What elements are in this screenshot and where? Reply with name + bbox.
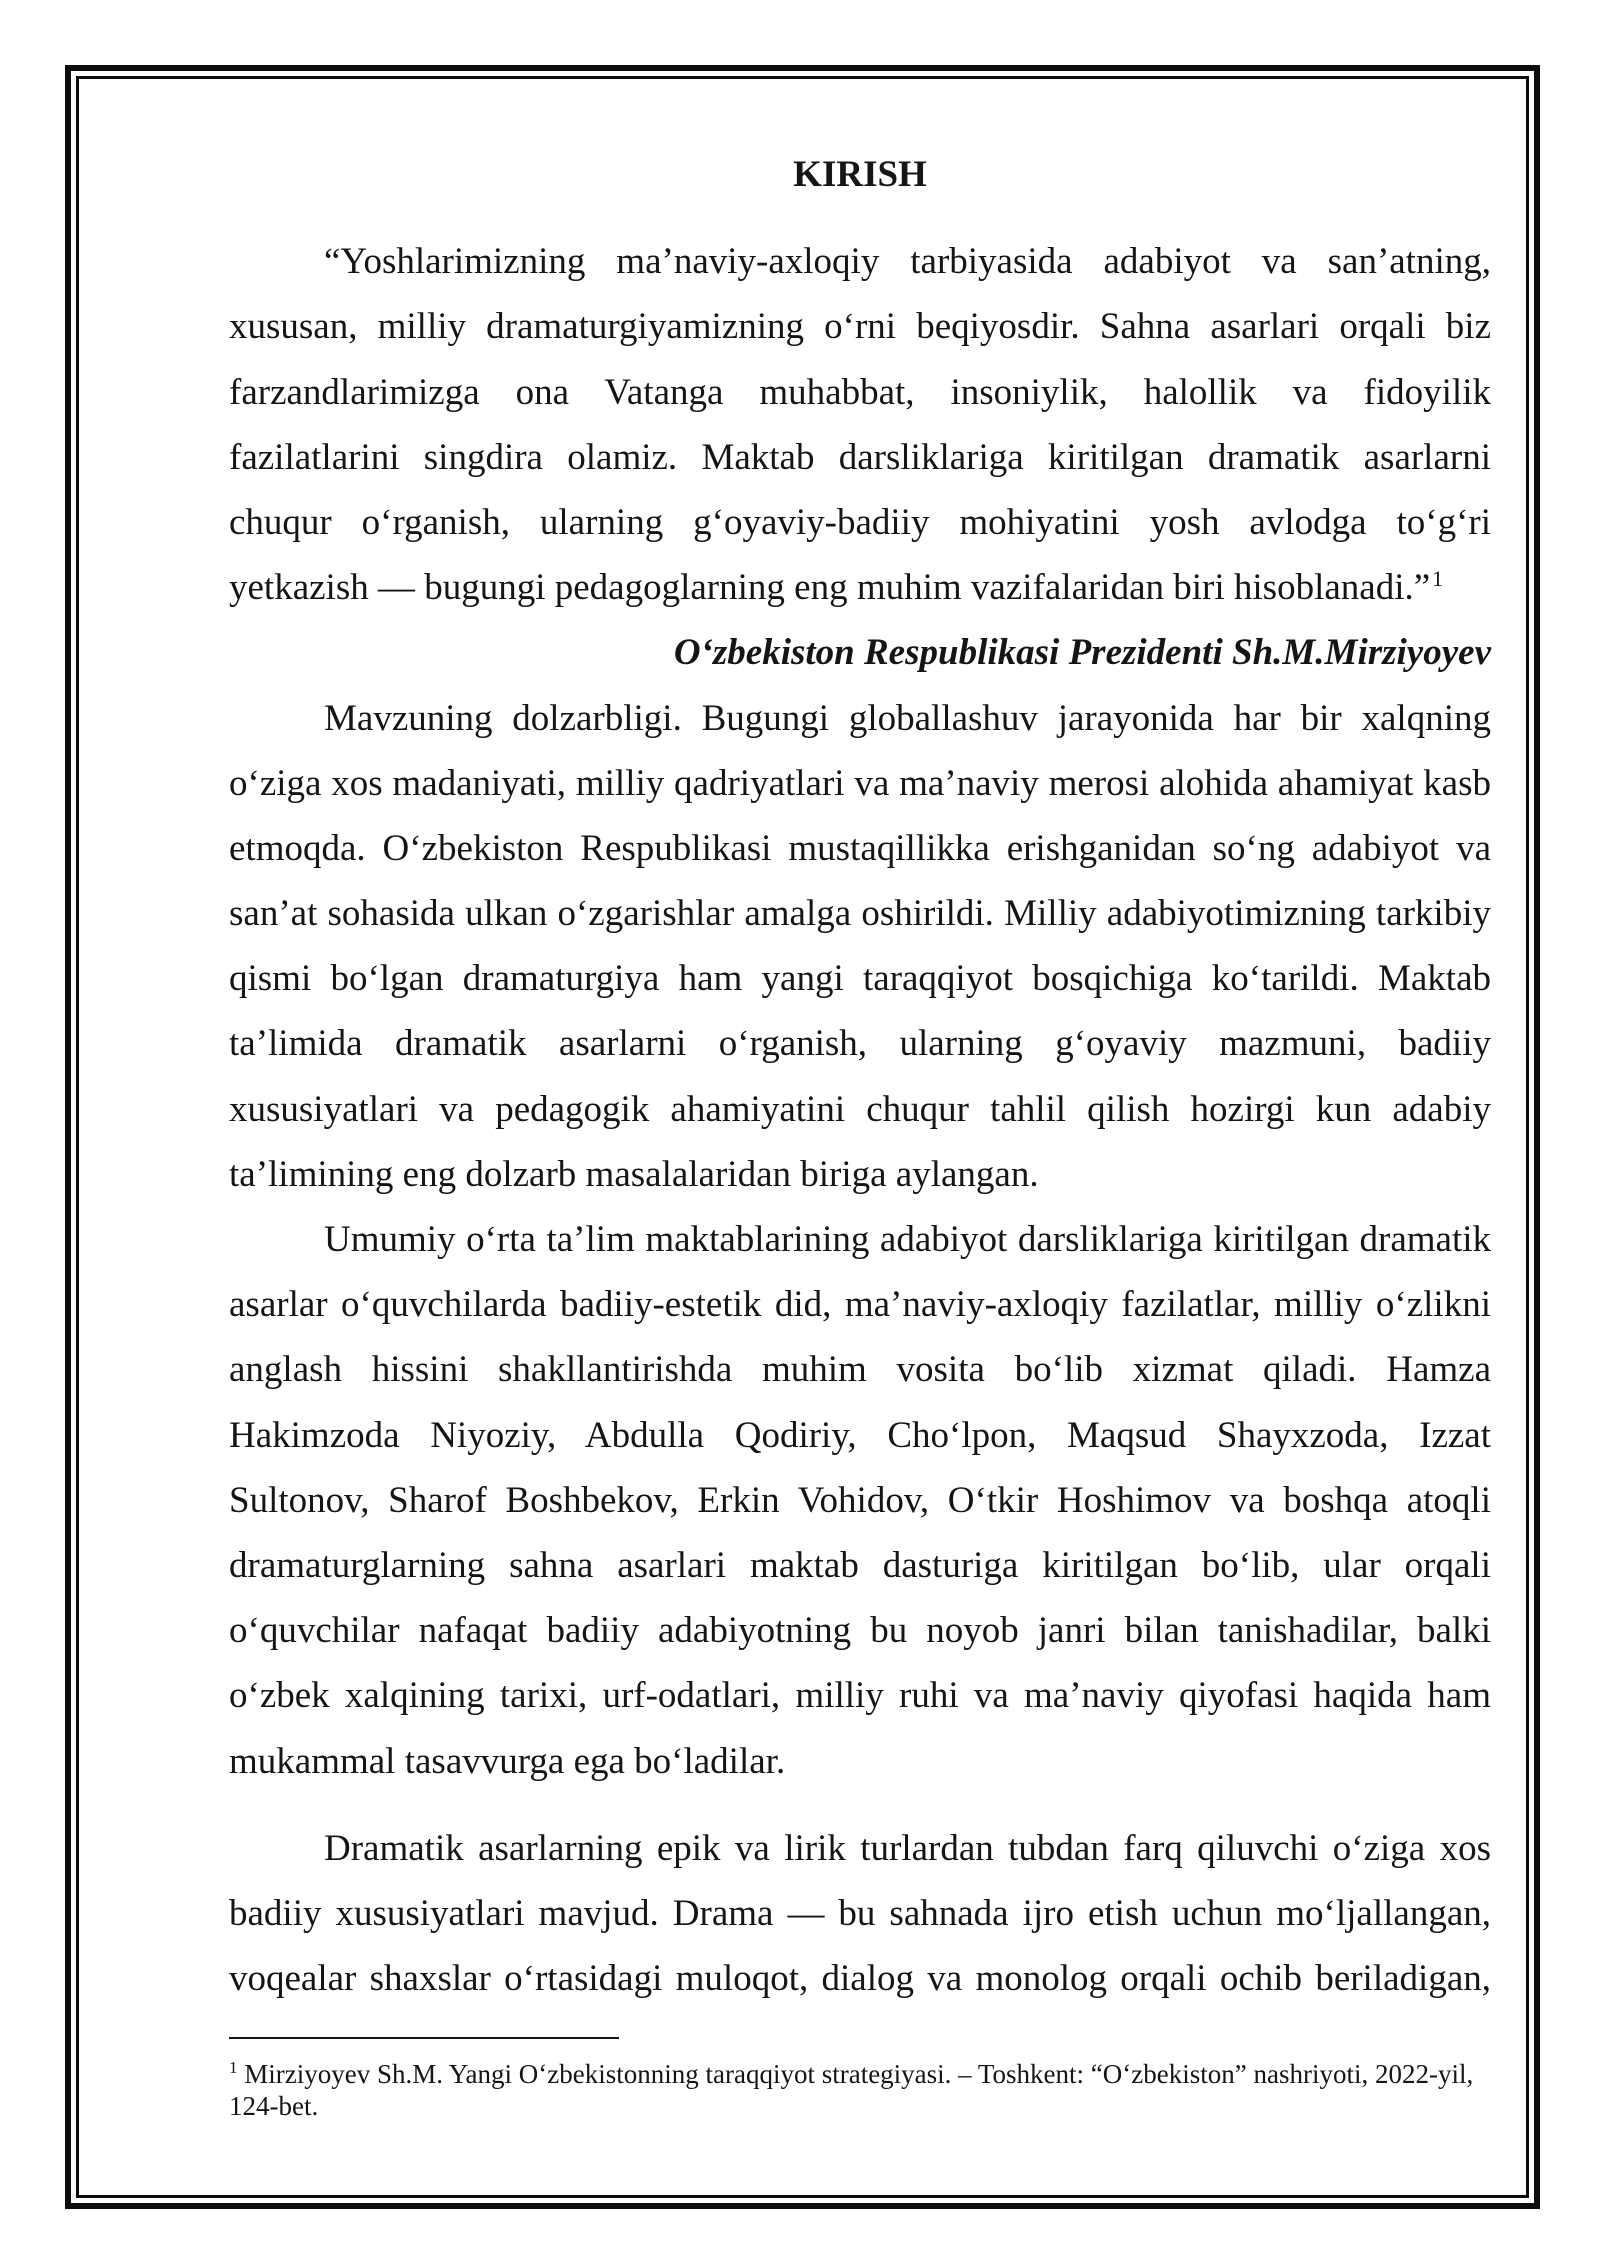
text-line: o‘quvchilar nafaqat badiiy adabiyotning bu noyob janri bilan tanishadilar, balki bbox=[229, 1610, 1491, 1652]
text-line: san’at sohasida ulkan o‘zgarishlar amalga oshirildi. Milliy adabiyotimizning tarkibiy bbox=[229, 893, 1491, 935]
text-line: Sultonov, Sharof Boshbekov, Erkin Vohidov, O‘tkir Hoshimov va boshqa atoqli bbox=[229, 1479, 1491, 1521]
footnote-line: 124-bet. bbox=[229, 2091, 319, 2121]
document-body bbox=[229, 142, 1491, 2011]
text-line: Umumiy o‘rta ta’lim maktablarining adabiyot darsliklariga kiritilgan dramatik bbox=[324, 1219, 1491, 1260]
paragraph bbox=[229, 1816, 1491, 2012]
epigraph-quote bbox=[229, 229, 1491, 620]
text-line: anglash hissini shakllantirishda muhim vosita bo‘lib xizmat qiladi. Hamza bbox=[229, 1349, 1491, 1391]
text-line: Mavzuning dolzarbligi. Bugungi globallashuv jarayonida har bir xalqning bbox=[324, 697, 1491, 739]
footnote-reference: 1 bbox=[1432, 565, 1444, 591]
paragraph bbox=[229, 686, 1491, 1208]
text-line: Dramatik asarlarning epik va lirik turlardan tubdan farq qiluvchi o‘ziga xos bbox=[324, 1827, 1491, 1869]
epigraph-attribution: O‘zbekiston Respublikasi Prezidenti Sh.M.Mirziyoyev bbox=[673, 632, 1491, 674]
footnote-text: Mirziyoyev Sh.M. Yangi O‘zbekistonning taraqqiyot strategiyasi. – Toshkent: “O‘zbekiston” nashriyoti, 2022-yil, bbox=[244, 2059, 1474, 2089]
text-line: qismi bo‘lgan dramaturgiya ham yangi taraqqiyot bosqichiga ko‘tarildi. Maktab bbox=[229, 958, 1491, 1000]
text-line: xususiyatlari va pedagogik ahamiyatini chuqur tahlil qilish hozirgi kun adabiy bbox=[229, 1088, 1491, 1130]
text-line: dramaturglarning sahna asarlari maktab dasturiga kiritilgan bo‘lib, ular orqali bbox=[229, 1544, 1491, 1586]
text-line: mukammal tasavvurga ega bo‘ladilar. bbox=[229, 1740, 786, 1782]
text-line bbox=[229, 555, 1491, 620]
text-line: xususan, milliy dramaturgiyamizning o‘rni beqiyosdir. Sahna asarlari orqali biz bbox=[229, 306, 1491, 348]
text-line: asarlar o‘quvchilarda badiiy-estetik did, ma’naviy-axloqiy fazilatlar, milliy o‘zlikni bbox=[229, 1284, 1491, 1326]
footnote bbox=[229, 2058, 1491, 2122]
text-line: etmoqda. O‘zbekiston Respublikasi mustaqillikka erishganidan so‘ng adabiyot va bbox=[229, 827, 1491, 869]
paragraph bbox=[229, 1207, 1491, 1794]
footnote-number: 1 bbox=[229, 2058, 238, 2077]
text-line: o‘zbek xalqining tarixi, urf-odatlari, milliy ruhi va ma’naviy qiyofasi haqida ham bbox=[229, 1675, 1491, 1717]
text-line-content: yetkazish — bugungi pedagoglarning eng muhim vazifalaridan biri hisoblanadi.” bbox=[229, 567, 1431, 609]
text-line: badiiy xususiyatlari mavjud. Drama — bu sahnada ijro etish uchun mo‘ljallangan, bbox=[229, 1892, 1491, 1934]
text-line: ta’limining eng dolzarb masalalaridan biriga aylangan. bbox=[229, 1153, 1039, 1195]
footnote-line bbox=[229, 2058, 1491, 2090]
text-line: fazilatlarini singdira olamiz. Maktab darsliklariga kiritilgan dramatik asarlarni bbox=[229, 436, 1491, 478]
text-line: “Yoshlarimizning ma’naviy-axloqiy tarbiyasida adabiyot va san’atning, bbox=[324, 241, 1491, 283]
text-line: chuqur o‘rganish, ularning g‘oyaviy-badiiy mohiyatini yosh avlodga to‘g‘ri bbox=[229, 501, 1491, 543]
text-line: ta’limida dramatik asarlarni o‘rganish, ularning g‘oyaviy mazmuni, badiiy bbox=[229, 1023, 1491, 1065]
text-line: o‘ziga xos madaniyati, milliy qadriyatlari va ma’naviy merosi alohida ahamiyat kasb bbox=[229, 762, 1491, 804]
text-line: farzandlarimizga ona Vatanga muhabbat, insoniylik, halollik va fidoyilik bbox=[229, 371, 1491, 413]
footnote-separator bbox=[229, 2037, 619, 2039]
text-line: voqealar shaxslar o‘rtasidagi muloqot, dialog va monolog orqali ochib beriladigan, bbox=[229, 1958, 1491, 2000]
page-title: KIRISH bbox=[793, 154, 927, 195]
text-line: Hakimzoda Niyoziy, Abdulla Qodiriy, Cho‘lpon, Maqsud Shayxzoda, Izzat bbox=[229, 1414, 1491, 1456]
